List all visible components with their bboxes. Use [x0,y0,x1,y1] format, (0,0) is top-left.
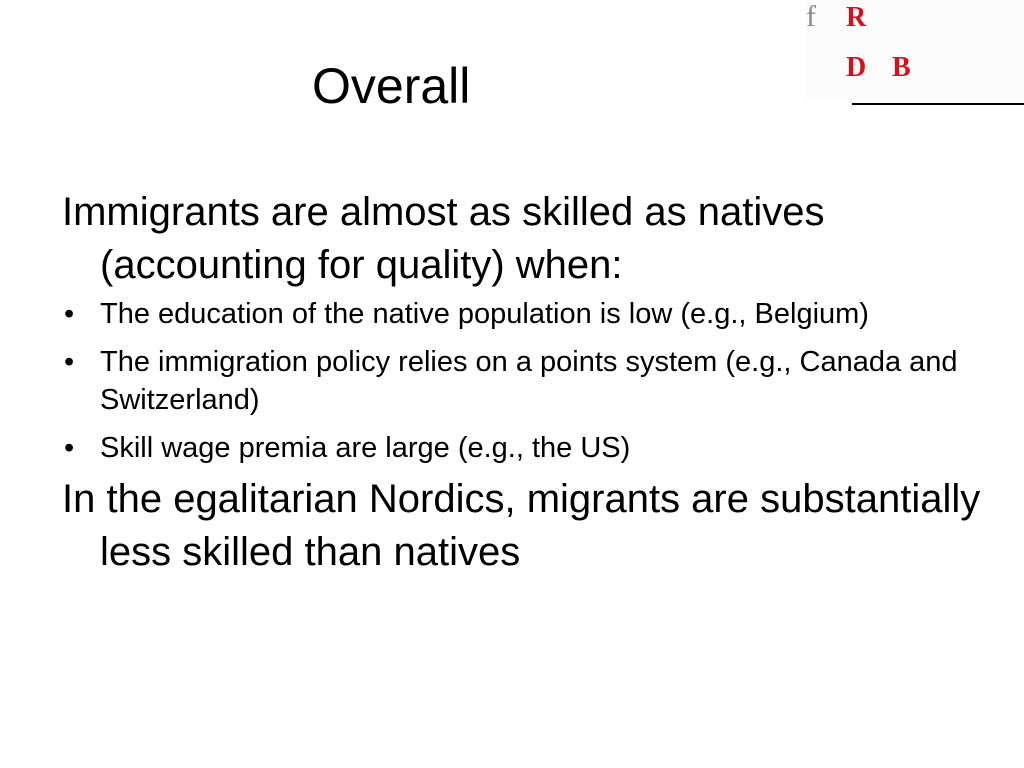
logo-background [806,0,1024,100]
bullet-dot-icon: • [64,298,75,330]
slide-title: Overall [312,58,471,114]
conclusion-paragraph: In the egalitarian Nordics, migrants are substantially less skilled than natives [62,477,981,574]
intro-paragraph: Immigrants are almost as skilled as natives (accounting for quality) when: [62,190,825,287]
logo-letter-d: D [846,52,867,83]
bullet-list [62,295,982,467]
logo-letter-r: R [846,2,867,33]
bullet-item [62,429,982,467]
bullet-item [62,343,982,419]
logo-letter-f: f [806,0,816,33]
bullet-text: The immigration policy relies on a points system (e.g., Canada and Switzerland) [100,346,958,416]
logo-letter-b: B [892,52,911,83]
bullet-text: The education of the native population is low (e.g., Belgium) [100,298,869,330]
slide-body [62,186,982,579]
bullet-item [62,295,982,333]
bullet-text: Skill wage premia are large (e.g., the US) [100,432,631,464]
logo-underline [852,103,1024,105]
bullet-dot-icon: • [64,432,75,464]
frdb-logo [806,0,1024,106]
bullet-dot-icon: • [64,346,75,378]
